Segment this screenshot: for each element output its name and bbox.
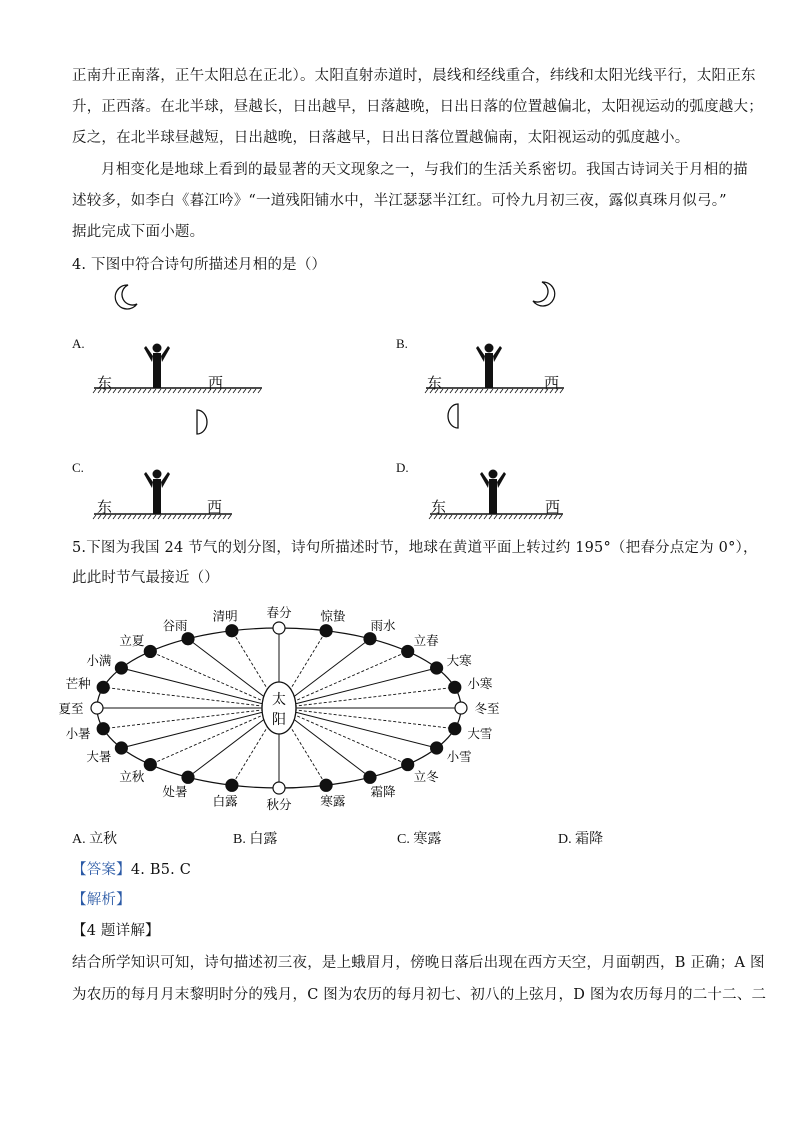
term-point bbox=[320, 625, 332, 637]
q4-c-east: 东 bbox=[97, 500, 113, 516]
intro-line: 正南升正南落，正午太阳总在正北）。太阳直射赤道时，晨线和经线重合，纬线和太阳光线平行，太阳正东 bbox=[72, 68, 756, 84]
term-point bbox=[273, 622, 285, 634]
term-point bbox=[273, 782, 285, 794]
sun-char-1: 太 bbox=[272, 692, 286, 708]
term-label: 寒露 bbox=[320, 793, 346, 809]
term-label: 大寒 bbox=[446, 653, 472, 668]
term-point bbox=[144, 645, 156, 657]
term-label: 春分 bbox=[266, 605, 292, 620]
term-spoke bbox=[279, 708, 408, 765]
term-label: 立秋 bbox=[119, 768, 145, 784]
q5-choice-a: A. 立秋 bbox=[72, 832, 118, 847]
intro-line: 述较多，如李白《暮江吟》“一道残阳铺水中，半江瑟瑟半江红。可怜九月初三夜，露似真珠月似弓。” bbox=[72, 193, 727, 209]
term-label: 芒种 bbox=[65, 676, 91, 692]
term-spoke bbox=[279, 687, 455, 708]
term-label: 谷雨 bbox=[162, 617, 188, 633]
term-point bbox=[455, 702, 467, 714]
detail-line: 结合所学知识可知，诗句描述初三夜，是上蛾眉月，傍晚日落后出现在西方天空，月面朝西，B 正确；A 图 bbox=[72, 955, 765, 971]
term-label: 霜降 bbox=[370, 784, 396, 800]
q4-figure-a bbox=[92, 340, 272, 440]
intro-line: 升，正西落。在北半球，昼越长，日出越早，日落越晚，日出日落的位置越偏北，太阳视运动的弧度越大； bbox=[72, 99, 763, 115]
term-point bbox=[431, 742, 443, 754]
q4-b-west: 西 bbox=[544, 376, 560, 392]
term-label: 处暑 bbox=[162, 784, 188, 800]
person-icon bbox=[480, 470, 506, 515]
intro-line: 月相变化是地球上看到的最显著的天文现象之一，与我们的生活关系密切。我国古诗词关于月相的描 bbox=[101, 162, 748, 178]
q4-d-west: 西 bbox=[545, 500, 561, 516]
q5-choice-d: D. 霜降 bbox=[558, 832, 604, 847]
term-spoke bbox=[150, 708, 279, 765]
answer-line bbox=[72, 860, 191, 880]
sun-char-2: 阳 bbox=[272, 712, 286, 728]
term-point bbox=[226, 625, 238, 637]
answer-tag: 【答案】 bbox=[72, 862, 131, 878]
term-point bbox=[431, 662, 443, 674]
intro-line: 据此完成下面小题。 bbox=[72, 224, 205, 240]
term-label: 白露 bbox=[212, 793, 238, 809]
answer-text: 4. B5. C bbox=[130, 862, 192, 878]
term-spoke bbox=[103, 708, 279, 729]
term-label: 立冬 bbox=[413, 768, 439, 784]
q4-a-west: 西 bbox=[208, 376, 224, 392]
q4-b-east: 东 bbox=[427, 376, 443, 392]
q4-moon-b-icon bbox=[530, 279, 560, 309]
term-spoke bbox=[279, 668, 437, 708]
term-point bbox=[364, 771, 376, 783]
detail-line: 为农历的每月月末黎明时分的残月，C 图为农历的每月初七、初八的上弦月，D 图为农历每月的二十二、二 bbox=[72, 987, 767, 1003]
term-label: 立夏 bbox=[119, 633, 145, 649]
term-label: 大暑 bbox=[86, 749, 112, 764]
term-point bbox=[320, 779, 332, 791]
term-spoke bbox=[279, 651, 408, 708]
term-label: 惊蛰 bbox=[320, 608, 346, 624]
q5-stem-line1: 5.下图为我国 24 节气的划分图，诗句所描述时节，地球在黄道平面上转过约 195°（把春分点定为 0°）， bbox=[72, 540, 758, 556]
q4-c-west: 西 bbox=[207, 500, 223, 516]
term-label: 雨水 bbox=[370, 617, 396, 633]
q4-stem: 4. 下图中符合诗句所描述月相的是（） bbox=[72, 257, 327, 273]
q4-option-a: A. bbox=[72, 336, 85, 351]
term-point bbox=[97, 723, 109, 735]
term-point bbox=[91, 702, 103, 714]
term-label: 秋分 bbox=[266, 797, 292, 812]
term-spoke bbox=[121, 708, 279, 748]
q4-a-east: 东 bbox=[97, 376, 113, 392]
term-label: 夏至 bbox=[58, 701, 84, 716]
q4-option-d: D. bbox=[396, 460, 409, 475]
q5-stem-line2: 此此时节气最接近（） bbox=[72, 570, 219, 586]
term-spoke bbox=[103, 687, 279, 708]
term-point bbox=[449, 681, 461, 693]
term-label: 冬至 bbox=[474, 701, 500, 716]
term-point bbox=[97, 681, 109, 693]
half-moon-icon bbox=[197, 410, 207, 434]
term-point bbox=[364, 633, 376, 645]
term-point bbox=[449, 723, 461, 735]
q5-choice-b: B. 白露 bbox=[233, 832, 278, 847]
q4-option-b: B. bbox=[396, 336, 408, 351]
q4-figure-b bbox=[424, 340, 604, 440]
q4-d-east: 东 bbox=[431, 500, 447, 516]
term-point bbox=[182, 633, 194, 645]
term-point bbox=[115, 662, 127, 674]
q4-figure-d bbox=[428, 466, 608, 526]
person-icon bbox=[144, 470, 170, 515]
term-point bbox=[402, 645, 414, 657]
term-spoke bbox=[279, 708, 437, 748]
term-spoke bbox=[121, 668, 279, 708]
term-label: 立春 bbox=[413, 633, 439, 649]
q5-choice-c: C. 寒露 bbox=[397, 832, 442, 847]
term-point bbox=[182, 771, 194, 783]
term-label: 大雪 bbox=[467, 725, 493, 741]
term-point bbox=[115, 742, 127, 754]
term-spoke bbox=[279, 708, 455, 729]
half-moon-icon bbox=[448, 404, 458, 428]
term-label: 小寒 bbox=[467, 676, 493, 692]
q4-moon-a-icon bbox=[110, 282, 140, 312]
detail-tag: 【4 题详解】 bbox=[72, 923, 160, 939]
term-point bbox=[402, 759, 414, 771]
q4-figure-c bbox=[92, 466, 272, 526]
person-icon bbox=[476, 344, 502, 389]
term-label: 小满 bbox=[86, 653, 112, 668]
term-point bbox=[226, 779, 238, 791]
q4-option-c: C. bbox=[72, 460, 84, 475]
intro-line: 反之，在北半球昼越短，日出越晚，日落越早，日出日落位置越偏南，太阳视运动的弧度越小。 bbox=[72, 130, 690, 146]
term-spoke bbox=[150, 651, 279, 708]
term-point bbox=[144, 759, 156, 771]
analysis-tag: 【解析】 bbox=[72, 892, 131, 908]
person-icon bbox=[144, 344, 170, 389]
term-label: 小雪 bbox=[446, 749, 472, 764]
solar-terms-diagram bbox=[58, 592, 540, 842]
term-label: 清明 bbox=[212, 608, 238, 624]
term-label: 小暑 bbox=[65, 725, 91, 741]
